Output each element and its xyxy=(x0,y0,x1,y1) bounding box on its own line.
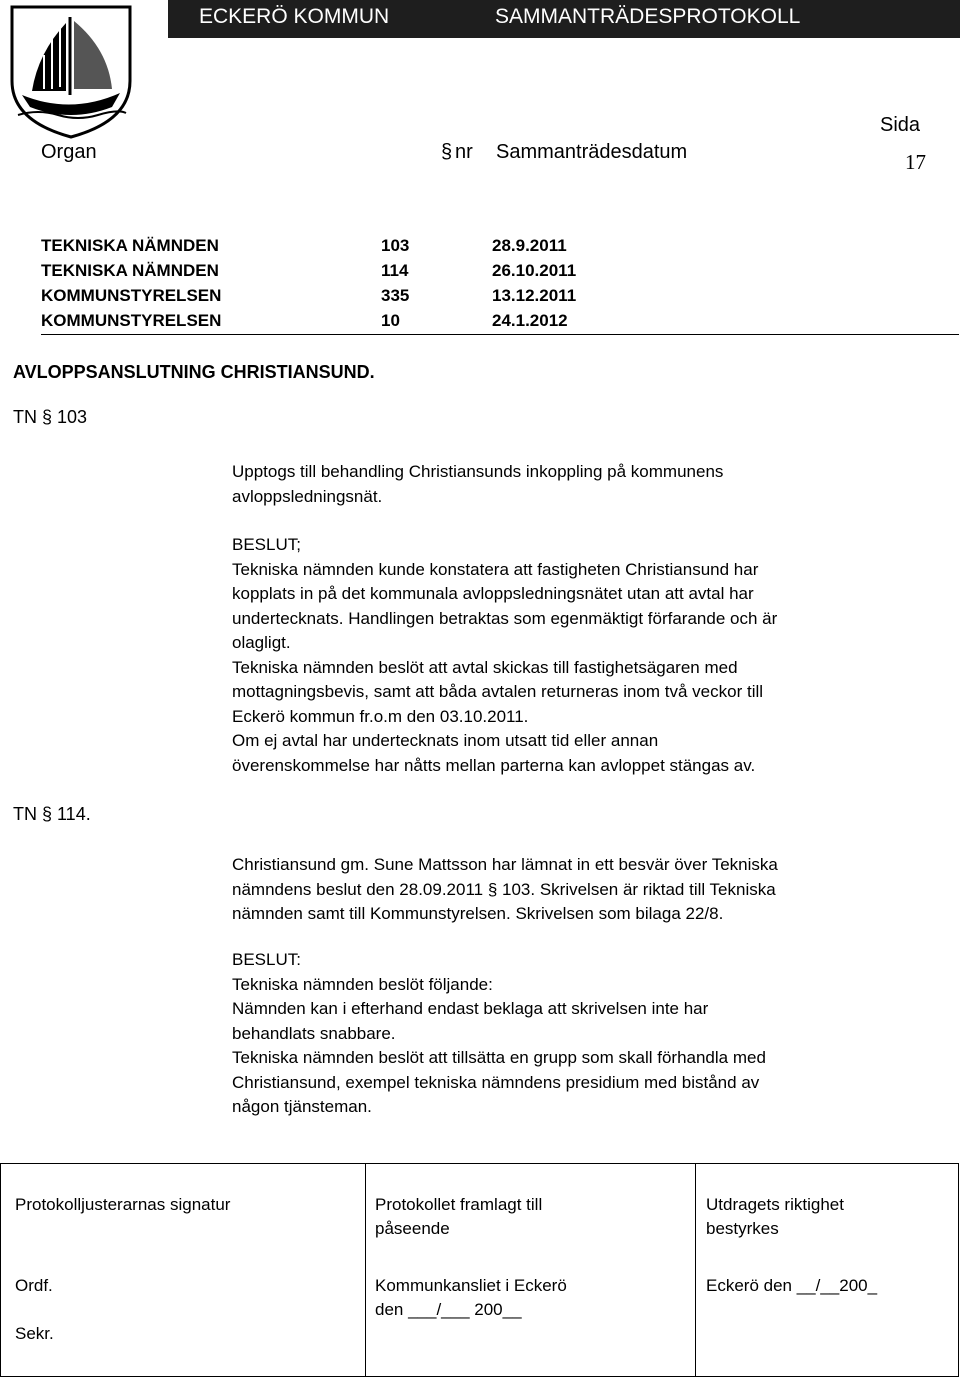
municipality-name: ECKERÖ KOMMUN xyxy=(199,5,390,28)
entry-date: 24.1.2012 xyxy=(492,311,568,330)
entry-nr: 335 xyxy=(381,286,410,305)
footer-column-signatures xyxy=(1,1164,366,1376)
entry-date: 13.12.2011 xyxy=(492,286,577,305)
column-nr: nr xyxy=(455,141,473,163)
footer-title: Utdragets riktighet bestyrkes xyxy=(706,1195,844,1238)
footer-title: Protokolljusterarnas signatur xyxy=(15,1195,231,1214)
entry-date: 26.10.2011 xyxy=(492,261,577,280)
entry-date: 28.9.2011 xyxy=(492,236,567,255)
entry-organ: KOMMUNSTYRELSEN xyxy=(41,311,222,330)
inspection-location: Kommunkansliet i Eckerö xyxy=(375,1276,567,1295)
decision-paragraph: BESLUT: Tekniska nämnden beslöt följande: Nämnden kan i efterhand endast beklaga att skrivelsen inte har behandlats snabbare. Tekniska nämnden beslöt att tillsätta en grupp som skall förhandla med Christiansund, exempel tekniska nämndens presidium med bistånd av någon tjänsteman. xyxy=(232,950,766,1116)
section-paragraph: Upptogs till behandling Christiansunds inkoppling på kommunens avloppsledningsnät. xyxy=(232,462,724,506)
entry-organ: TEKNISKA NÄMNDEN xyxy=(41,261,219,280)
entry-nr: 10 xyxy=(381,311,400,330)
decision-paragraph: BESLUT; Tekniska nämnden kunde konstatera att fastigheten Christiansund har kopplats in på det kommunala avloppsledningsnätet utan att avtal har undertecknats. Handlingen betraktas som egenmäktigt förfarande och är olagligt. Tekniska nämnden beslöt att avtal skickas till fastighetsägaren med mottagningsbevis, samt att båda avtalen returneras inom två veckor till Eckerö kommun fr.o.m den 03.10.2011. Om ej avtal har undertecknats inom utsatt tid eller annan överenskommelse har nåtts mellan parterna kan avloppet stängas av. xyxy=(232,535,778,775)
section-label: TN § 103 xyxy=(13,407,88,427)
signature-footer xyxy=(0,1163,959,1377)
municipality-crest-icon xyxy=(8,3,134,139)
footer-column-certification xyxy=(695,1164,958,1376)
document-title: AVLOPPSANSLUTNING CHRISTIANSUND. xyxy=(13,362,375,382)
document-type: SAMMANTRÄDESPROTOKOLL xyxy=(495,5,801,28)
column-paragraph-sign: § xyxy=(441,141,453,163)
page-label: Sida xyxy=(880,114,921,136)
footer-title: Protokollet framlagt till påseende xyxy=(375,1195,543,1238)
footer-column-inspection xyxy=(365,1164,696,1376)
entry-organ: KOMMUNSTYRELSEN xyxy=(41,286,222,305)
entry-organ: TEKNISKA NÄMNDEN xyxy=(41,236,219,255)
certification-date-field: Eckerö den __/__200_ xyxy=(706,1276,878,1295)
header-rule xyxy=(41,334,959,335)
inspection-date-field: den ___/___ 200__ xyxy=(375,1300,522,1319)
section-label: TN § 114. xyxy=(13,804,91,824)
page-number: 17 xyxy=(905,150,926,174)
section-paragraph: Christiansund gm. Sune Mattsson har lämnat in ett besvär över Tekniska nämndens beslut den 28.09.2011 § 103. Skrivelsen är riktad till Tekniska nämnden samt till Kommunstyrelsen. Skrivelsen som bilaga 22/8. xyxy=(232,855,778,923)
secretary-signature-field: Sekr. xyxy=(15,1324,54,1343)
column-organ: Organ xyxy=(41,141,97,163)
chair-signature-field: Ordf. xyxy=(15,1276,53,1295)
column-date: Sammanträdesdatum xyxy=(496,141,688,163)
entry-nr: 103 xyxy=(381,236,410,255)
entry-nr: 114 xyxy=(381,261,409,280)
